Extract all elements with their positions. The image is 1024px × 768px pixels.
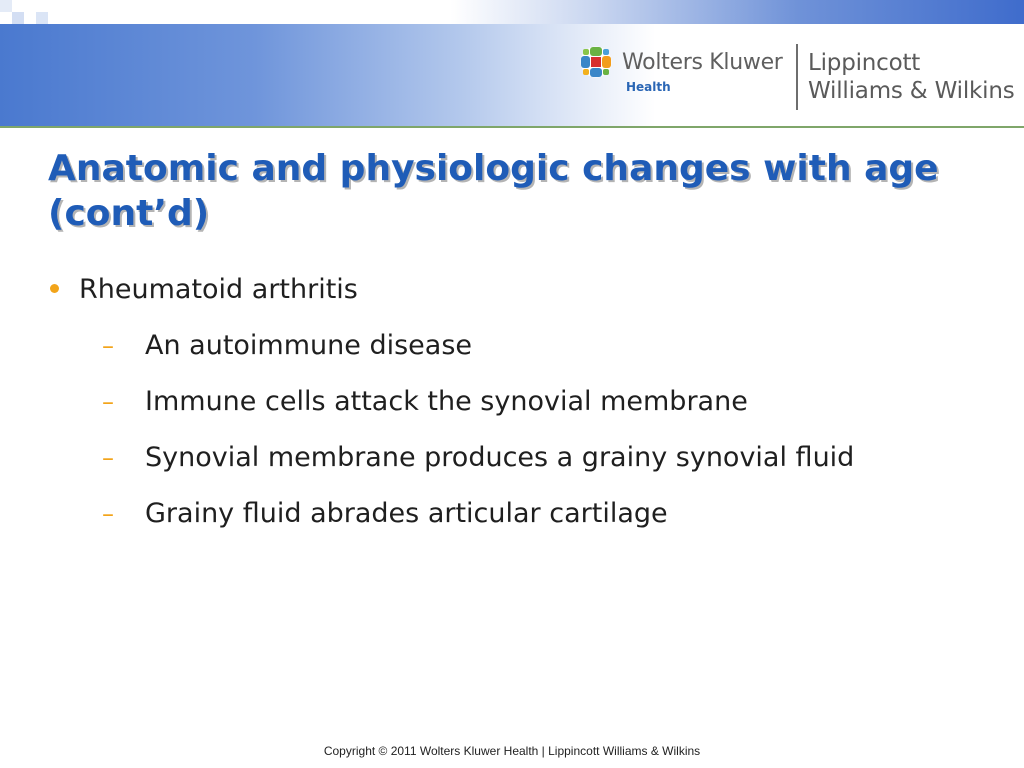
- bullet-item: [50, 272, 1010, 310]
- bullet-text: Rheumatoid arthritis: [79, 274, 358, 305]
- bullet-list: [50, 272, 1010, 310]
- header-divider: [0, 126, 1024, 128]
- sub-bullet-text: Synovial membrane produces a grainy synovial fluid: [145, 442, 855, 473]
- header-checker-tile: [24, 0, 36, 12]
- company-logo: [580, 42, 1020, 114]
- wolters-kluwer-logo-icon: [580, 46, 612, 78]
- header-checker-tile: [12, 12, 24, 24]
- logo-brand-text: Wolters Kluwer: [622, 50, 783, 75]
- header-checker-tile: [36, 12, 48, 24]
- sub-bullet-list: [50, 328, 1010, 552]
- slide-title: Anatomic and physiologic changes with age (cont’d): [48, 148, 939, 234]
- logo-sub-text: Health: [626, 80, 671, 94]
- dash-bullet-icon: –: [102, 388, 114, 416]
- dash-bullet-icon: –: [102, 332, 114, 360]
- sub-bullet-text: An autoimmune disease: [145, 330, 472, 361]
- header-checker-tile: [0, 0, 12, 12]
- header-top-strip: [0, 0, 1024, 24]
- sub-bullet-item: [50, 384, 1010, 440]
- footer-copyright: Copyright © 2011 Wolters Kluwer Health | Lippincott Williams & Wilkins: [323, 744, 701, 758]
- bullet-dot-icon: [50, 284, 59, 293]
- logo-separator: [796, 44, 798, 110]
- logo-partner-line2: Williams & Wilkins: [808, 78, 1015, 104]
- sub-bullet-item: [50, 496, 1010, 552]
- dash-bullet-icon: –: [102, 444, 114, 472]
- sub-bullet-item: [50, 440, 1010, 496]
- logo-partner-line1: Lippincott: [808, 50, 921, 76]
- dash-bullet-icon: –: [102, 500, 114, 528]
- sub-bullet-text: Immune cells attack the synovial membrane: [145, 386, 748, 417]
- sub-bullet-text: Grainy fluid abrades articular cartilage: [145, 498, 668, 529]
- sub-bullet-item: [50, 328, 1010, 384]
